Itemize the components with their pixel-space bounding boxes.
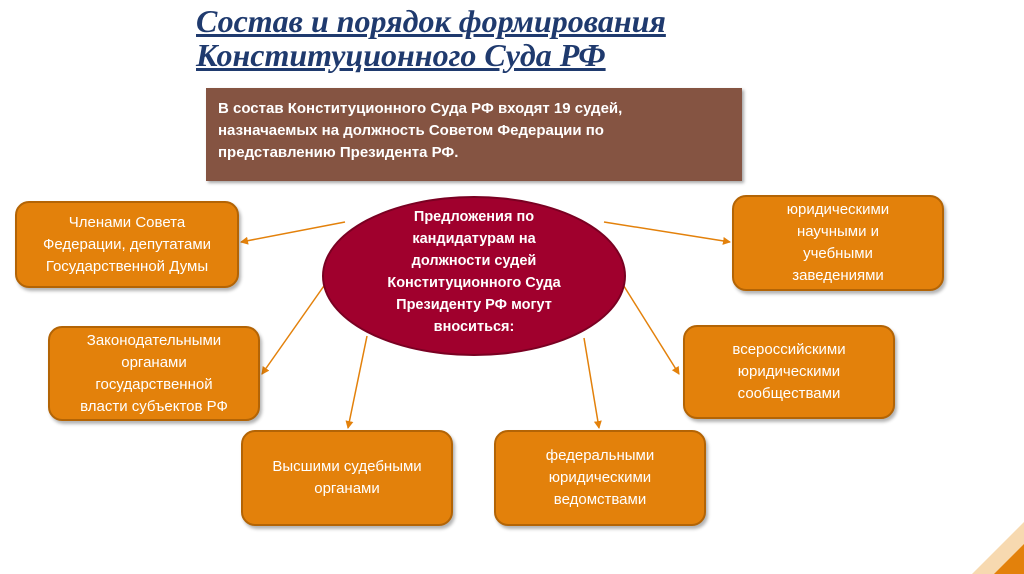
box-academic-institutions [732, 195, 944, 291]
title-line-1: Состав и порядок формирования [196, 3, 666, 39]
center-line-3: должности судей [411, 253, 537, 269]
box-legislative-line-3: государственной [95, 375, 213, 393]
box-legislative-bodies [48, 326, 260, 421]
box-courts-line-2: органами [314, 480, 380, 497]
center-line-4: Конституционного Суда [387, 275, 561, 291]
box-academic-line-2: научными и [796, 223, 880, 240]
box-academic-line-1: юридическими [786, 201, 890, 218]
info-line-1: В состав Конституционного Суда РФ входят 19 судей, [218, 100, 623, 117]
box-communities-line-1: всероссийскими [732, 341, 846, 358]
box-higher-courts [241, 430, 453, 526]
box-legislative-line-2: органами [121, 353, 187, 371]
box-federal-line-3: ведомствами [553, 491, 647, 508]
box-council-line-2: Федерации, депутатами [42, 235, 212, 253]
box-academic-line-4: заведениями [792, 267, 884, 284]
box-communities-line-3: сообществами [737, 385, 841, 402]
box-federal-departments [494, 430, 706, 526]
box-federal-line-2: юридическими [548, 469, 652, 486]
center-line-1: Предложения по [413, 209, 535, 225]
info-line-3: представлению Президента РФ. [218, 144, 459, 161]
box-council-federation [15, 201, 239, 288]
box-council-line-3: Государственной Думы [45, 257, 209, 275]
center-line-5: Президенту РФ могут [396, 297, 552, 313]
box-academic-line-3: учебными [803, 245, 873, 262]
box-legislative-line-1: Законодательными [86, 331, 222, 349]
box-council-line-1: Членами Совета [68, 213, 186, 231]
center-line-2: кандидатурам на [412, 231, 536, 247]
box-courts-line-1: Высшими судебными [272, 458, 422, 475]
arrow-to-legislative [262, 283, 326, 374]
arrow-to-communities [622, 283, 679, 374]
box-legislative-line-4: власти субъектов РФ [80, 397, 228, 415]
box-federal-line-1: федеральными [545, 447, 655, 464]
arrow-to-federal [584, 338, 599, 428]
box-legal-communities [683, 325, 895, 419]
arrow-to-courts [348, 336, 367, 428]
info-line-2: назначаемых на должность Советом Федерации по [218, 122, 604, 139]
center-ellipse [322, 196, 626, 356]
center-line-6: вноситься: [433, 319, 515, 335]
box-communities-line-2: юридическими [737, 363, 841, 380]
corner-decoration [994, 544, 1024, 574]
title-line-2: Конституционного Суда РФ [196, 37, 606, 73]
